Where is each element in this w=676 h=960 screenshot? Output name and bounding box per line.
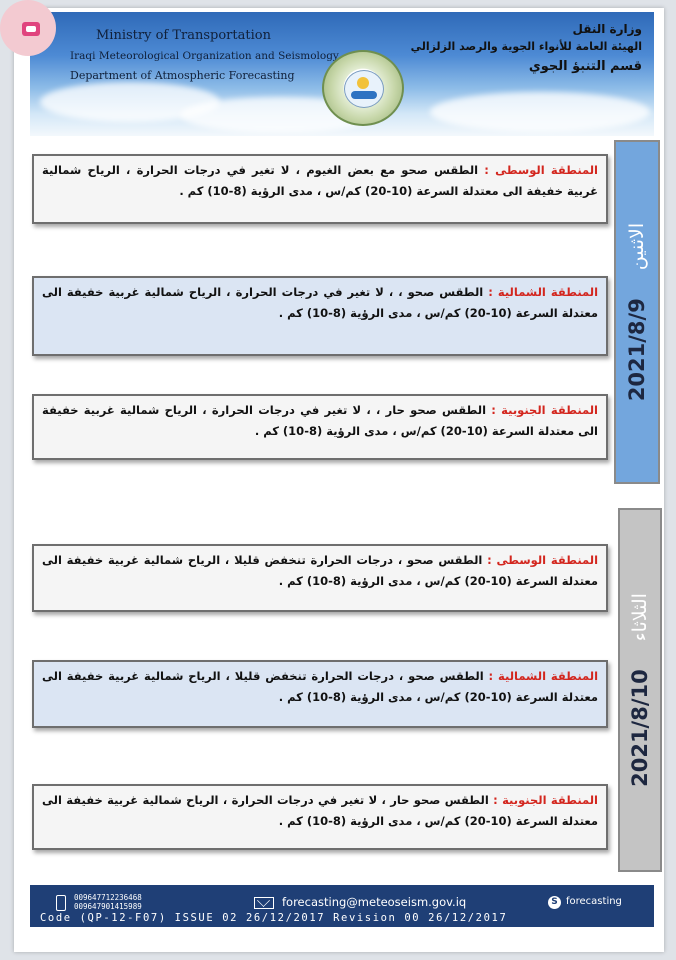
document-code: Code (QP-12-F07) ISSUE 02 26/12/2017 Revision 00 26/12/2017 [40,912,508,924]
forecast-box-south-day1 [32,394,608,460]
phone-numbers [74,893,142,911]
organization-logo [322,50,404,126]
forecast-box-north-day2 [32,660,608,728]
header-banner [30,12,654,136]
forecast-text: الطقس صحو حار ، لا تغير في درجات الحرارة ، الرياح شمالية غربية خفيفة الى معتدلة السرعة (10-20) كم/س ، مدى الرؤية (8-10) كم . [42,793,598,828]
day-date: 2021/8/10 [628,669,652,787]
forecast-text: الطقس صحو ، ، لا تغير في درجات الحرارة ، الرياح شمالية غربية خفيفة الى معتدلة السرعة (10-20) كم/س ، مدى الرؤية (8-10) كم . [42,285,598,320]
sun-icon [357,77,369,89]
app-badge-icon [22,22,40,36]
region-label: المنطقة الوسطى : [484,163,598,177]
day-date: 2021/8/9 [625,298,649,402]
forecast-box-north-day1 [32,276,608,356]
arabic-heading [411,20,642,78]
department-en: Department of Atmospheric Forecasting [70,69,295,82]
forecast-text: الطقس صحو ، درجات الحرارة تنخفض قليلا ، الرياح شمالية غربية خفيفة الى معتدلة السرعة (10-20) كم/س ، مدى الرؤية (8-10) كم . [42,553,598,588]
forecast-box-central-day2 [32,544,608,612]
day-name: الاثنين [626,222,648,271]
day-label-panel-2 [618,508,662,872]
app-badge[interactable] [0,0,56,56]
day-name: الثلاثاء [629,593,651,642]
department-ar: قسم التنبؤ الجوي [528,59,642,74]
mail-icon [254,897,274,909]
forecast-box-central-day1 [32,154,608,224]
forecast-text: الطقس صحو ، درجات الحرارة تنخفض قليلا ، الرياح شمالية غربية خفيفة الى معتدلة السرعة (10-20) كم/س ، مدى الرؤية (8-10) كم . [42,669,598,704]
region-label: المنطقة الوسطى : [487,553,599,567]
ministry-ar: وزارة النقل [572,22,642,36]
phone-number-2[interactable]: 009647901415989 [74,902,142,911]
footer-bar [30,885,654,927]
region-label: المنطقة الجنوبية : [491,403,598,417]
cloud-shape [430,92,650,132]
forecast-text: الطقس صحو حار ، ، لا تغير في درجات الحرارة ، الرياح شمالية غربية خفيفة الى معتدلة السرعة (10-20) كم/س ، مدى الرؤية (8-10) كم . [42,403,598,438]
phone-number-1[interactable]: 009647712236468 [74,893,142,902]
skype-icon: S [548,896,561,909]
organization-en: Iraqi Meteorological Organization and Seismology [70,50,339,62]
forecast-box-south-day2 [32,784,608,850]
footer-contacts [30,889,654,911]
region-label: المنطقة الشمالية : [488,285,599,299]
region-label: المنطقة الشمالية : [488,669,599,683]
english-heading [70,26,339,86]
phone-icon [56,895,66,911]
wave-icon [351,91,377,99]
skype-handle[interactable]: forecasting [566,896,622,907]
region-label: المنطقة الجنوبية : [493,793,598,807]
day-label-panel-1 [614,140,660,484]
email-link[interactable]: forecasting@meteoseism.gov.iq [282,895,467,909]
ministry-en: Ministry of Transportation [96,28,271,43]
forecast-text: الطقس صحو مع بعض الغيوم ، لا تغير في درجات الحرارة ، الرياح شمالية غربية خفيفة الى معتدلة السرعة (10-20) كم/س ، مدى الرؤية (8-10) كم . [42,163,598,198]
logo-emblem [344,70,384,108]
organization-ar: الهيئة العامة للأنواء الجوية والرصد الزلزالي [410,40,642,53]
